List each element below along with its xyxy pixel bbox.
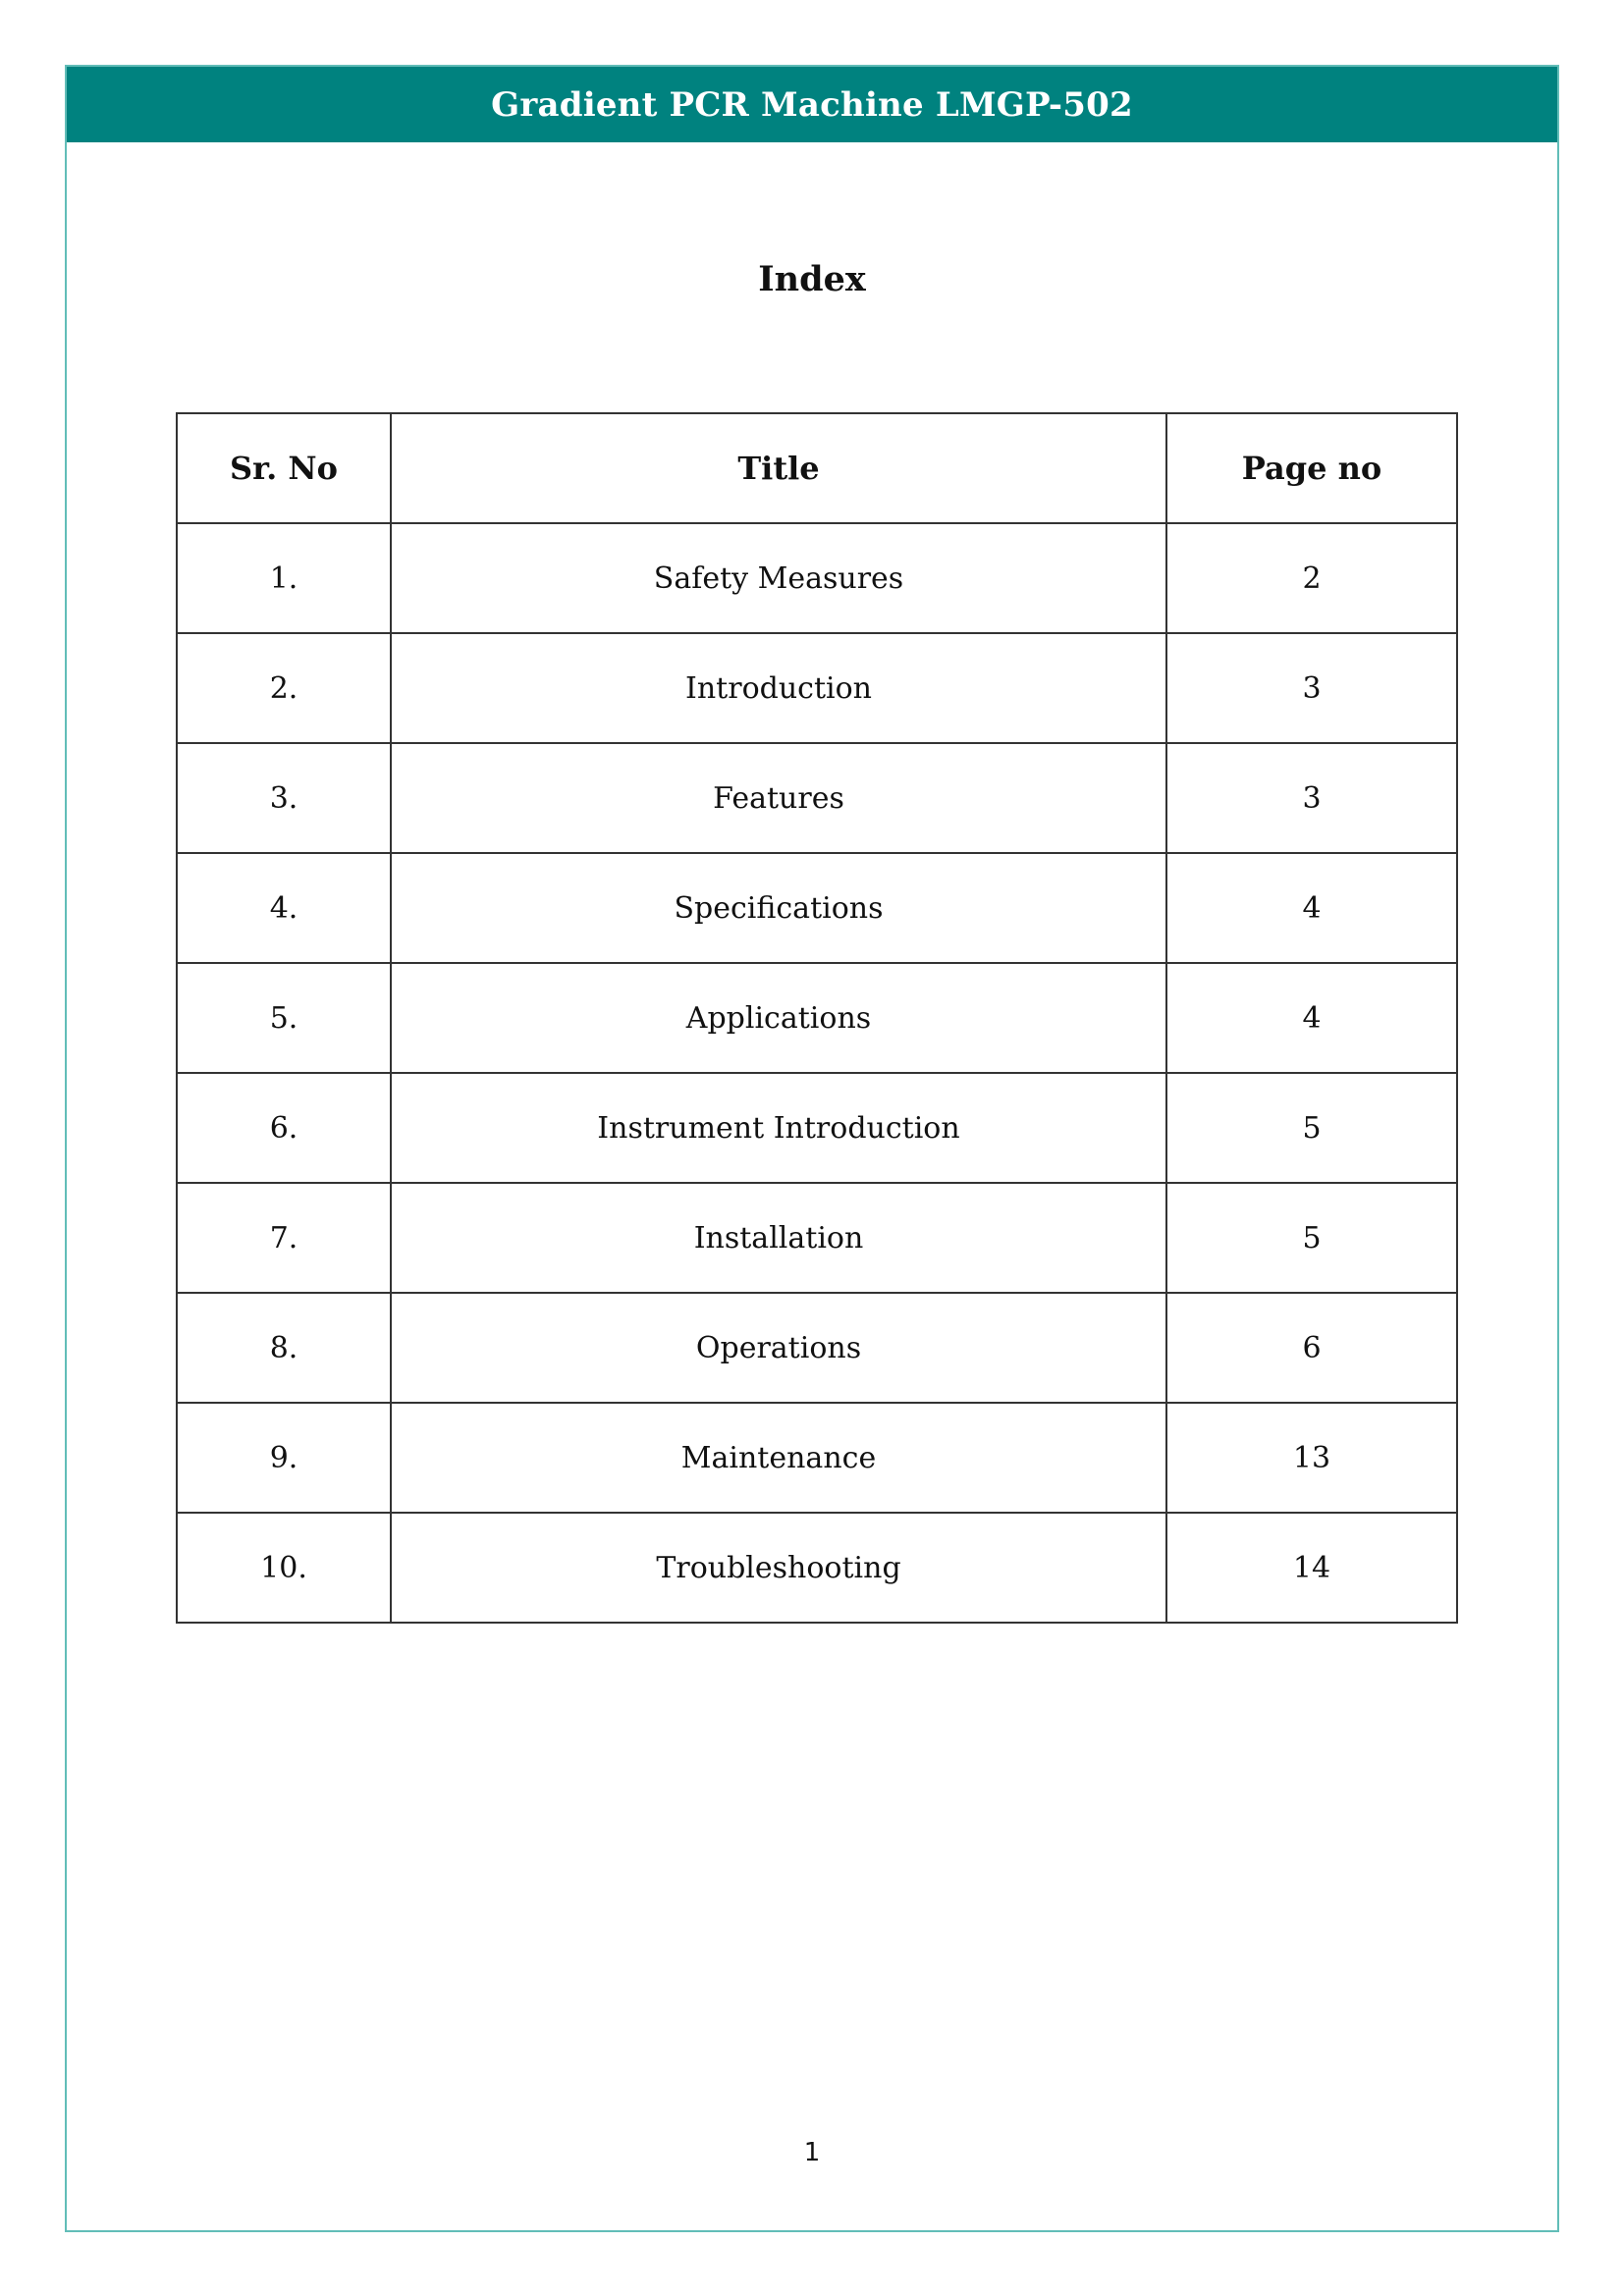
table-row — [177, 1513, 1457, 1623]
table-row — [177, 1293, 1457, 1403]
cell-title: Installation — [391, 1183, 1166, 1293]
column-header-sr-no: Sr. No — [177, 413, 391, 523]
table-row — [177, 633, 1457, 743]
cell-sr-no: 2. — [177, 633, 391, 743]
table-row — [177, 1183, 1457, 1293]
cell-page-no: 3 — [1166, 633, 1457, 743]
column-header-page-no: Page no — [1166, 413, 1457, 523]
index-table — [176, 412, 1458, 1624]
table-row — [177, 853, 1457, 963]
cell-page-no: 14 — [1166, 1513, 1457, 1623]
cell-page-no: 4 — [1166, 963, 1457, 1073]
cell-sr-no: 4. — [177, 853, 391, 963]
table-header-row — [177, 413, 1457, 523]
table-row — [177, 963, 1457, 1073]
cell-page-no: 4 — [1166, 853, 1457, 963]
table-row — [177, 1073, 1457, 1183]
cell-sr-no: 8. — [177, 1293, 391, 1403]
page-number: 1 — [803, 2138, 821, 2167]
cell-title: Introduction — [391, 633, 1166, 743]
cell-sr-no: 3. — [177, 743, 391, 853]
cell-page-no: 5 — [1166, 1183, 1457, 1293]
document-title: Gradient PCR Machine LMGP-502 — [491, 84, 1133, 125]
cell-page-no: 2 — [1166, 523, 1457, 633]
cell-title: Applications — [391, 963, 1166, 1073]
cell-page-no: 13 — [1166, 1403, 1457, 1513]
header-bar — [67, 67, 1557, 142]
cell-sr-no: 7. — [177, 1183, 391, 1293]
cell-sr-no: 9. — [177, 1403, 391, 1513]
table-row — [177, 743, 1457, 853]
cell-sr-no: 6. — [177, 1073, 391, 1183]
column-header-title: Title — [391, 413, 1166, 523]
cell-page-no: 6 — [1166, 1293, 1457, 1403]
cell-title: Maintenance — [391, 1403, 1166, 1513]
cell-title: Specifications — [391, 853, 1166, 963]
cell-page-no: 5 — [1166, 1073, 1457, 1183]
cell-sr-no: 5. — [177, 963, 391, 1073]
page-frame — [65, 65, 1559, 2232]
cell-sr-no: 1. — [177, 523, 391, 633]
cell-page-no: 3 — [1166, 743, 1457, 853]
cell-sr-no: 10. — [177, 1513, 391, 1623]
table-row — [177, 523, 1457, 633]
index-heading: Index — [758, 259, 866, 299]
cell-title: Features — [391, 743, 1166, 853]
cell-title: Troubleshooting — [391, 1513, 1166, 1623]
table-row — [177, 1403, 1457, 1513]
cell-title: Operations — [391, 1293, 1166, 1403]
cell-title: Safety Measures — [391, 523, 1166, 633]
cell-title: Instrument Introduction — [391, 1073, 1166, 1183]
